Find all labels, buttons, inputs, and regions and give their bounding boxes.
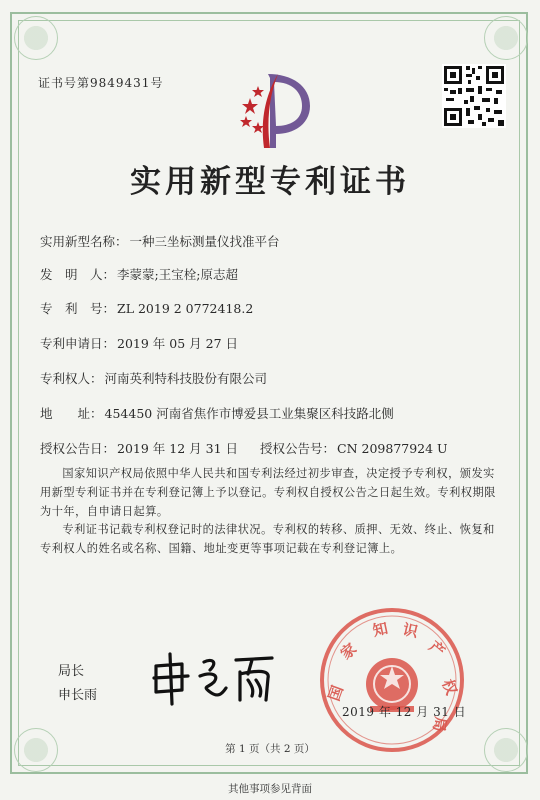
svg-text:产: 产 [425,637,449,661]
svg-text:家: 家 [337,639,361,664]
inventor-value: 李蒙蒙;王宝栓;原志超 [117,267,238,282]
address-label: 地 址： [40,406,103,421]
certificate-title: 实用新型专利证书 [130,164,410,200]
patentee-label: 专利权人： [40,371,103,386]
svg-text:权: 权 [438,676,461,698]
utility-model-name-row [40,232,280,250]
inventor-row [40,265,238,283]
utility-model-name-label: 实用新型名称： [40,234,128,249]
legal-status-paragraph: 专利证书记载专利权登记时的法律状况。专利权的转移、质押、无效、终止、恢复和专利权人的姓名或名称、国籍、地址变更等事项记载在专利登记簿上。 [40,523,495,555]
patent-number-value: ZL 2019 2 0772418.2 [117,301,254,316]
svg-text:知: 知 [371,619,390,640]
svg-text:局: 局 [429,715,450,734]
inventor-label: 发 明 人： [40,267,116,282]
page-indicator: 第 1 页（共 2 页） [225,743,315,755]
patent-number-label: 专 利 号： [40,301,116,316]
announcement-number-label: 授权公告号： [260,441,336,456]
svg-text:识: 识 [401,620,420,642]
director-name: 申长雨 [58,688,98,703]
corner-ornament [484,16,528,60]
announcement-date-value: 2019 年 12 月 31 日 [117,441,239,456]
corner-ornament [14,16,58,60]
patent-office-logo [230,64,320,154]
announcement-date-label: 授权公告日： [40,441,116,456]
grant-statement-paragraph: 国家知识产权局依照中华人民共和国专利法经过初步审查，决定授予专利权，颁发实用新型专利证书并在专利登记簿上予以登记。专利权自授权公告之日起生效。专利权期限为十年，自申请日起算。 [40,467,496,518]
utility-model-name-value: 一种三坐标测量仪找准平台 [129,234,280,249]
filing-date-row [40,334,238,352]
announcement-row [40,439,448,457]
patentee-row [40,369,267,387]
director-signature [148,648,278,708]
address-row [40,404,394,422]
seal-date: 2019 年 12 月 31 日 [342,705,467,719]
qr-code [442,64,506,128]
patentee-value: 河南英利特科技股份有限公司 [104,371,268,386]
announcement-number-value: CN 209877924 U [337,441,448,456]
director-title: 局长 [58,664,85,679]
certificate-number: 证书号第9849431号 [38,76,164,90]
address-value: 454450 河南省焦作市博爱县工业集聚区科技路北侧 [104,406,394,421]
filing-date-value: 2019 年 05 月 27 日 [117,336,239,351]
svg-text:国: 国 [324,683,347,704]
patent-number-row [40,299,253,317]
footer-note: 其他事项参见背面 [228,783,312,795]
filing-date-label: 专利申请日： [40,336,116,351]
official-seal [318,606,466,754]
